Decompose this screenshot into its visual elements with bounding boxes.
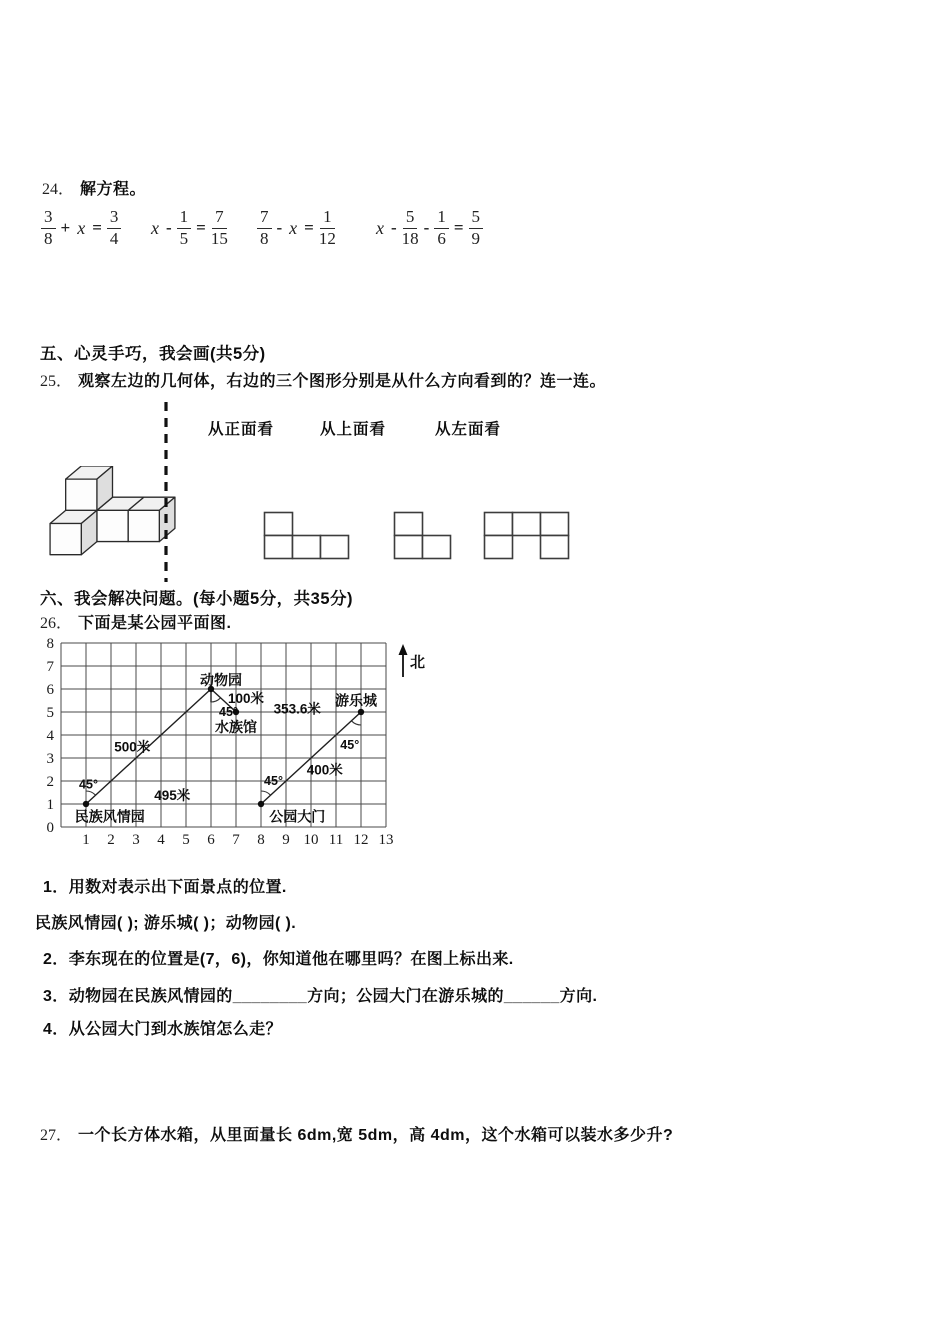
- q27-text: 一个长方体水箱，从里面量长 6dm,宽 5dm，高 4dm，这个水箱可以装水多少升?: [78, 1127, 674, 1144]
- x-tick: 3: [132, 832, 140, 848]
- view-shape-left: [483, 511, 571, 561]
- cube-solid-figure: [45, 466, 180, 558]
- map-label: 353.6米: [273, 701, 321, 717]
- park-map: [39, 637, 441, 851]
- angle-arc: [211, 698, 220, 702]
- y-tick: 4: [46, 728, 54, 744]
- x-tick: 13: [378, 832, 394, 848]
- x-tick: 12: [353, 832, 369, 848]
- y-tick: 1: [46, 797, 54, 813]
- fraction: $\frac{5}{9}$: [469, 208, 484, 248]
- q24-heading: [42, 176, 146, 199]
- fraction: $\frac{1}{12}$: [318, 206, 336, 248]
- x-tick: 8: [257, 832, 265, 848]
- y-tick: 6: [46, 682, 54, 698]
- y-tick: 5: [46, 705, 54, 721]
- fraction: $\frac{1}{5}$: [177, 208, 192, 248]
- q26-sub3: 3．动物园在民族风情园的________方向；公园大门在游乐城的______方向.: [43, 988, 598, 1005]
- operator: -: [391, 218, 397, 237]
- dashed-divider: [162, 402, 170, 582]
- q27-heading: [40, 1122, 673, 1145]
- view-label-front: 从正面看: [208, 421, 275, 438]
- map-label: 水族馆: [215, 718, 257, 735]
- y-tick: 8: [46, 637, 54, 652]
- fraction: $\frac{5}{18}$: [401, 206, 419, 248]
- equation: [256, 199, 337, 257]
- q27-number: 27．: [40, 1127, 73, 1144]
- x-tick: 2: [107, 832, 115, 848]
- equation: [373, 199, 484, 257]
- y-tick: 0: [46, 820, 54, 836]
- map-label: 495米: [154, 787, 191, 803]
- operator: =: [304, 218, 314, 237]
- map-label: 45°: [264, 773, 283, 788]
- variable: x: [151, 217, 159, 238]
- q25-number: 25．: [40, 373, 73, 390]
- q26-sub2: 2．李东现在的位置是(7，6)，你知道他在哪里吗？在图上标出来.: [43, 951, 514, 968]
- q26-number: 26．: [40, 615, 73, 632]
- fraction: $\frac{7}{15}$: [210, 206, 228, 248]
- map-label: 游乐城: [335, 692, 377, 709]
- angle-arc: [352, 721, 361, 725]
- x-tick: 6: [207, 832, 215, 848]
- view-label-top: 从上面看: [320, 421, 387, 438]
- map-label: 民族风情园: [74, 808, 145, 825]
- fraction: $\frac{3}{8}$: [41, 208, 56, 248]
- q25-text: 观察左边的几何体，右边的三个图形分别是从什么方向看到的？连一连。: [78, 373, 607, 390]
- fraction: $\frac{7}{8}$: [257, 208, 272, 248]
- map-label: 100米: [227, 691, 265, 707]
- section6-heading: 六、我会解决问题。(每小题5分，共35分): [40, 590, 354, 608]
- q24-number: 24．: [42, 181, 75, 198]
- q26-sub1-blanks: 民族风情园( ); 游乐城( )；动物园( ).: [35, 915, 297, 932]
- map-label: 动物园: [200, 671, 242, 688]
- operator: =: [453, 218, 464, 237]
- operator: -: [166, 218, 172, 237]
- y-tick: 7: [46, 659, 54, 675]
- x-tick: 1: [82, 832, 90, 848]
- x-tick: 4: [157, 832, 165, 848]
- q25-heading: [40, 368, 606, 391]
- angle-arc: [261, 791, 270, 795]
- map-label: 45°: [79, 777, 98, 792]
- landmark-dot: [258, 801, 264, 807]
- north-label: 北: [410, 654, 426, 671]
- north-arrowhead: [399, 644, 408, 655]
- x-tick: 9: [282, 832, 290, 848]
- q26-sub1: 1．用数对表示出下面景点的位置.: [43, 879, 287, 896]
- q26-text: 下面是某公园平面图.: [78, 615, 232, 632]
- view-shape-front: [263, 511, 351, 561]
- operator: -: [423, 218, 430, 237]
- q26-heading: [40, 610, 231, 633]
- map-label: 45°: [340, 738, 360, 753]
- map-label: 500米: [114, 739, 151, 755]
- x-tick: 5: [182, 832, 190, 848]
- view-label-left: 从左面看: [435, 421, 502, 438]
- y-tick: 3: [46, 751, 54, 767]
- angle-arc: [86, 791, 95, 795]
- landmark-dot: [83, 801, 89, 807]
- variable: x: [289, 217, 298, 238]
- view-shape-top: [393, 511, 453, 561]
- q24-equations: [0, 199, 950, 259]
- fraction: $\frac{3}{4}$: [107, 208, 122, 248]
- map-label: 400米: [306, 762, 343, 778]
- map-label: 公园大门: [269, 808, 326, 825]
- q26-sub4: 4．从公园大门到水族馆怎么走？: [43, 1021, 282, 1038]
- y-tick: 2: [46, 774, 54, 790]
- q24-title: 解方程。: [80, 181, 147, 198]
- variable: x: [77, 217, 86, 238]
- operator: =: [196, 218, 206, 237]
- section5-heading: 五、心灵手巧，我会画(共5分): [40, 345, 266, 363]
- map-label: 45°: [219, 704, 238, 719]
- fraction: $\frac{1}{6}$: [434, 208, 449, 248]
- operator: -: [276, 218, 283, 237]
- operator: +: [60, 218, 71, 237]
- x-tick: 10: [303, 832, 319, 848]
- x-tick: 11: [328, 832, 344, 848]
- landmark-dot: [358, 709, 364, 715]
- variable: x: [376, 217, 384, 238]
- x-tick: 7: [232, 832, 240, 848]
- equation: [148, 199, 229, 257]
- operator: =: [92, 218, 102, 237]
- equation: [40, 199, 122, 257]
